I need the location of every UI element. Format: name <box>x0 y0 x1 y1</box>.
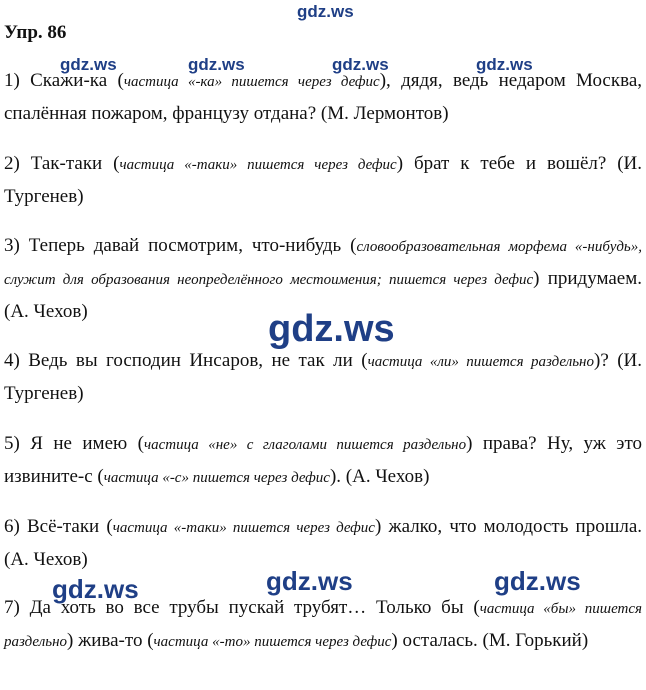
sentence-text: . (А. Чехов) <box>336 466 430 487</box>
sentence-text: 2) Так-таки <box>4 153 114 174</box>
watermark: gdz.ws <box>494 566 581 596</box>
sentence-text: 1) Скажи-ка <box>4 70 118 91</box>
exercise-item-1: 1) Скажи-ка (частица «-ка» пишется через дефис), дядя, ведь недаром Москва, спалённая пожаром, французу отдана? (М. Лермонтов) <box>4 70 643 124</box>
sentence-text: придумаем. (А. Чехов) <box>4 268 642 322</box>
watermark: gdz.ws <box>297 2 354 21</box>
sentence-text: , дядя, ведь недаром Москва, спалённая пожаром, французу отдана? (М. Лермонтов) <box>4 70 643 124</box>
exercise-item-4: 4) Ведь вы господин Инсаров, не так ли (частица «ли» пишется раздельно)? (И. Тургенев) <box>4 350 642 404</box>
watermark: gdz.ws <box>332 55 389 74</box>
exercise-item-7: 7) Да хоть во все трубы пускай трубят… Только бы (частица «бы» пишется раздельно) жива-то (частица «-то» пишется через дефис) осталась. (М. Горький) <box>4 597 643 651</box>
sentence-text: брат к тебе и вошёл? (И. Тургенев) <box>4 153 642 207</box>
watermark: gdz.ws <box>268 308 395 350</box>
sentence-text: 3) Теперь давай посмотрим, что-нибудь <box>4 235 351 256</box>
sentence-text: осталась. (М. Горький) <box>397 630 589 651</box>
grammar-note: частица «-с» пишется через дефис <box>103 470 330 486</box>
sentence-text: 5) Я не имею <box>4 433 138 454</box>
sentence-text: права? Ну, уж это извините-с <box>4 433 643 487</box>
sentence-text: 6) Всё-таки <box>4 516 107 537</box>
sentence-text: 4) Ведь вы господин Инсаров, не так ли <box>4 350 362 371</box>
exercise-title: Упр. 86 <box>4 22 67 43</box>
grammar-note: частица «-таки» пишется через дефис <box>119 157 397 173</box>
grammar-note: частица «-ка» пишется через дефис <box>123 74 380 90</box>
grammar-note: частица «ли» пишется раздельно <box>367 354 594 370</box>
watermark: gdz.ws <box>188 55 245 74</box>
grammar-note: частица «не» с глаголами пишется раздельно <box>143 437 467 453</box>
watermark: gdz.ws <box>266 566 353 596</box>
sentence-text: жалко, что молодость прошла. (А. Чехов) <box>4 516 642 570</box>
exercise-item-6: 6) Всё-таки (частица «-таки» пишется через дефис) жалко, что молодость прошла. (А. Чехов) <box>4 516 642 570</box>
sentence-text: ? (И. Тургенев) <box>4 350 642 404</box>
exercise-item-5: 5) Я не имею (частица «не» с глаголами пишется раздельно) права? Ну, уж это извините-с (частица «-с» пишется через дефис). (А. Чехов) <box>4 433 643 487</box>
exercise-item-3: 3) Теперь давай посмотрим, что-нибудь (словообразовательная морфема «-нибудь», служит для образования неопределённого местоимения; пишется через дефис) придумаем. (А. Чехов) <box>4 235 642 322</box>
grammar-note: словообразовательная морфема «-нибудь», служит для образования неопределённого местоимения; пишется через дефис <box>4 239 642 288</box>
grammar-note: частица «-таки» пишется через дефис <box>112 520 375 536</box>
watermark: gdz.ws <box>476 55 533 74</box>
sentence-text: 7) Да хоть во все трубы пускай трубят… Только бы <box>4 597 474 618</box>
watermark: gdz.ws <box>52 574 139 604</box>
grammar-note: частица «бы» пишется раздельно <box>4 601 643 650</box>
grammar-note: частица «-то» пишется через дефис <box>153 634 392 650</box>
exercise-item-2: 2) Так-таки (частица «-таки» пишется через дефис) брат к тебе и вошёл? (И. Тургенев) <box>4 153 642 207</box>
sentence-text: жива-то <box>73 630 148 651</box>
watermark: gdz.ws <box>60 55 117 74</box>
